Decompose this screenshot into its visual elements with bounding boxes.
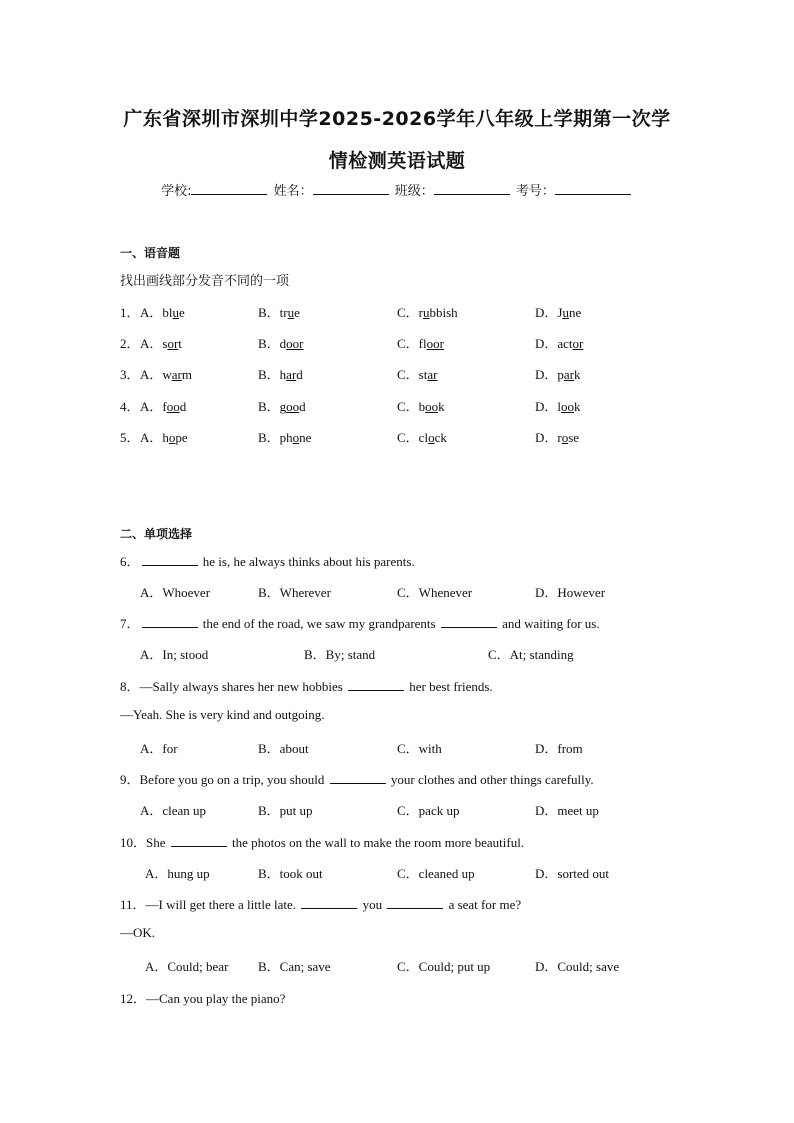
question-10-options [0, 863, 794, 883]
question-11-reply [0, 925, 794, 945]
answer-blank[interactable] [171, 836, 227, 847]
option-a[interactable]: A．sort [140, 336, 182, 351]
answer-blank[interactable] [441, 617, 497, 628]
option-c[interactable]: C．floor [397, 336, 444, 351]
answer-blank[interactable] [387, 898, 443, 909]
option-c[interactable]: C．book [397, 399, 445, 414]
option-b[interactable]: B．Wherever [258, 585, 331, 600]
question-11-reply-text: —OK. [120, 925, 156, 940]
phonics-question-2 [0, 333, 794, 353]
option-c[interactable]: C．clock [397, 430, 447, 445]
question-11-stem: 11．—I will get there a little late. you a seat for me? [120, 897, 522, 912]
section2-heading: 二、单项选择 [120, 527, 193, 541]
option-b[interactable]: B．about [258, 741, 309, 756]
option-b[interactable]: B．door [258, 336, 304, 351]
option-d[interactable]: D．sorted out [535, 866, 610, 881]
question-8-options [0, 738, 794, 758]
question-10 [0, 832, 794, 852]
question-11 [0, 894, 794, 914]
option-c[interactable]: C．At; standing [488, 647, 574, 662]
option-a[interactable]: A．food [140, 399, 187, 414]
option-b[interactable]: B．true [258, 305, 300, 320]
question-12 [0, 988, 794, 1008]
answer-blank[interactable] [142, 555, 198, 566]
question-number: 1． [120, 305, 140, 320]
question-number: 2． [120, 336, 140, 351]
question-8-reply [0, 707, 794, 727]
option-d[interactable]: D．rose [535, 430, 580, 445]
answer-blank[interactable] [301, 898, 357, 909]
question-9-stem: 9．Before you go on a trip, you should your clothes and other things carefully. [120, 772, 594, 787]
question-number: 5． [120, 430, 140, 445]
option-a[interactable]: A．warm [140, 367, 193, 382]
option-d[interactable]: D．Could; save [535, 959, 620, 974]
phonics-question-1 [0, 302, 794, 322]
phonics-question-5 [0, 427, 794, 447]
option-a[interactable]: A．Could; bear [145, 959, 229, 974]
phonics-question-4 [0, 396, 794, 416]
class-blank[interactable] [434, 182, 510, 195]
question-8 [0, 676, 794, 696]
name-blank[interactable] [313, 182, 389, 195]
option-d[interactable]: D．look [535, 399, 581, 414]
class-label: 班级： [394, 184, 434, 199]
question-6 [0, 551, 794, 571]
answer-blank[interactable] [330, 773, 386, 784]
question-7-stem: 7． the end of the road, we saw my grandparents and waiting for us. [120, 616, 600, 631]
school-blank[interactable] [191, 182, 267, 195]
option-d[interactable]: D．from [535, 741, 583, 756]
school-label: 学校: [161, 184, 192, 199]
option-a[interactable]: A．for [140, 741, 178, 756]
question-7 [0, 613, 794, 633]
question-number: 4． [120, 399, 140, 414]
option-a[interactable]: A．hope [140, 430, 188, 445]
option-c[interactable]: C．cleaned up [397, 866, 475, 881]
section1-heading: 一、语音题 [120, 246, 181, 260]
exam-number-blank[interactable] [555, 182, 631, 195]
option-c[interactable]: C．pack up [397, 803, 460, 818]
answer-blank[interactable] [142, 617, 198, 628]
option-b[interactable]: B．phone [258, 430, 312, 445]
option-b[interactable]: B．took out [258, 866, 323, 881]
exam-title-line2: 情检测英语试题 [328, 150, 466, 172]
option-a[interactable]: A．clean up [140, 803, 207, 818]
exam-number-label: 考号： [515, 184, 555, 199]
option-a[interactable]: A．Whoever [140, 585, 211, 600]
exam-title-line1: 广东省深圳市深圳中学2025-2026学年八年级上学期第一次学 [123, 108, 671, 130]
option-d[interactable]: D．actor [535, 336, 584, 351]
option-d[interactable]: D．June [535, 305, 582, 320]
question-9 [0, 769, 794, 789]
option-b[interactable]: B．Can; save [258, 959, 331, 974]
question-8-stem: 8．—Sally always shares her new hobbies her best friends. [120, 679, 493, 694]
option-d[interactable]: D．However [535, 585, 606, 600]
section1-instruction: 找出画线部分发音不同的一项 [120, 274, 290, 289]
option-b[interactable]: B．hard [258, 367, 303, 382]
question-6-stem: 6． he is, he always thinks about his parents. [120, 554, 415, 569]
question-9-options [0, 800, 794, 820]
option-c[interactable]: C．with [397, 741, 442, 756]
option-c[interactable]: C．rubbish [397, 305, 458, 320]
name-label: 姓名： [273, 184, 313, 199]
question-8-reply-text: —Yeah. She is very kind and outgoing. [120, 707, 325, 722]
option-d[interactable]: D．park [535, 367, 581, 382]
option-c[interactable]: C．Whenever [397, 585, 473, 600]
option-b[interactable]: B．put up [258, 803, 313, 818]
answer-blank[interactable] [348, 680, 404, 691]
option-b[interactable]: B．By; stand [304, 647, 376, 662]
question-7-options [0, 644, 794, 664]
option-c[interactable]: C．star [397, 367, 438, 382]
option-b[interactable]: B．good [258, 399, 306, 414]
student-info-row [0, 180, 794, 199]
question-6-options [0, 582, 794, 602]
question-11-options [0, 956, 794, 976]
option-a[interactable]: A．blue [140, 305, 185, 320]
question-10-stem: 10．She the photos on the wall to make the room more beautiful. [120, 835, 525, 850]
question-12-stem: 12．—Can you play the piano? [120, 991, 286, 1006]
option-c[interactable]: C．Could; put up [397, 959, 491, 974]
phonics-question-3 [0, 364, 794, 384]
option-a[interactable]: A．hung up [145, 866, 210, 881]
question-number: 3． [120, 367, 140, 382]
option-d[interactable]: D．meet up [535, 803, 599, 818]
option-a[interactable]: A．In; stood [140, 647, 209, 662]
